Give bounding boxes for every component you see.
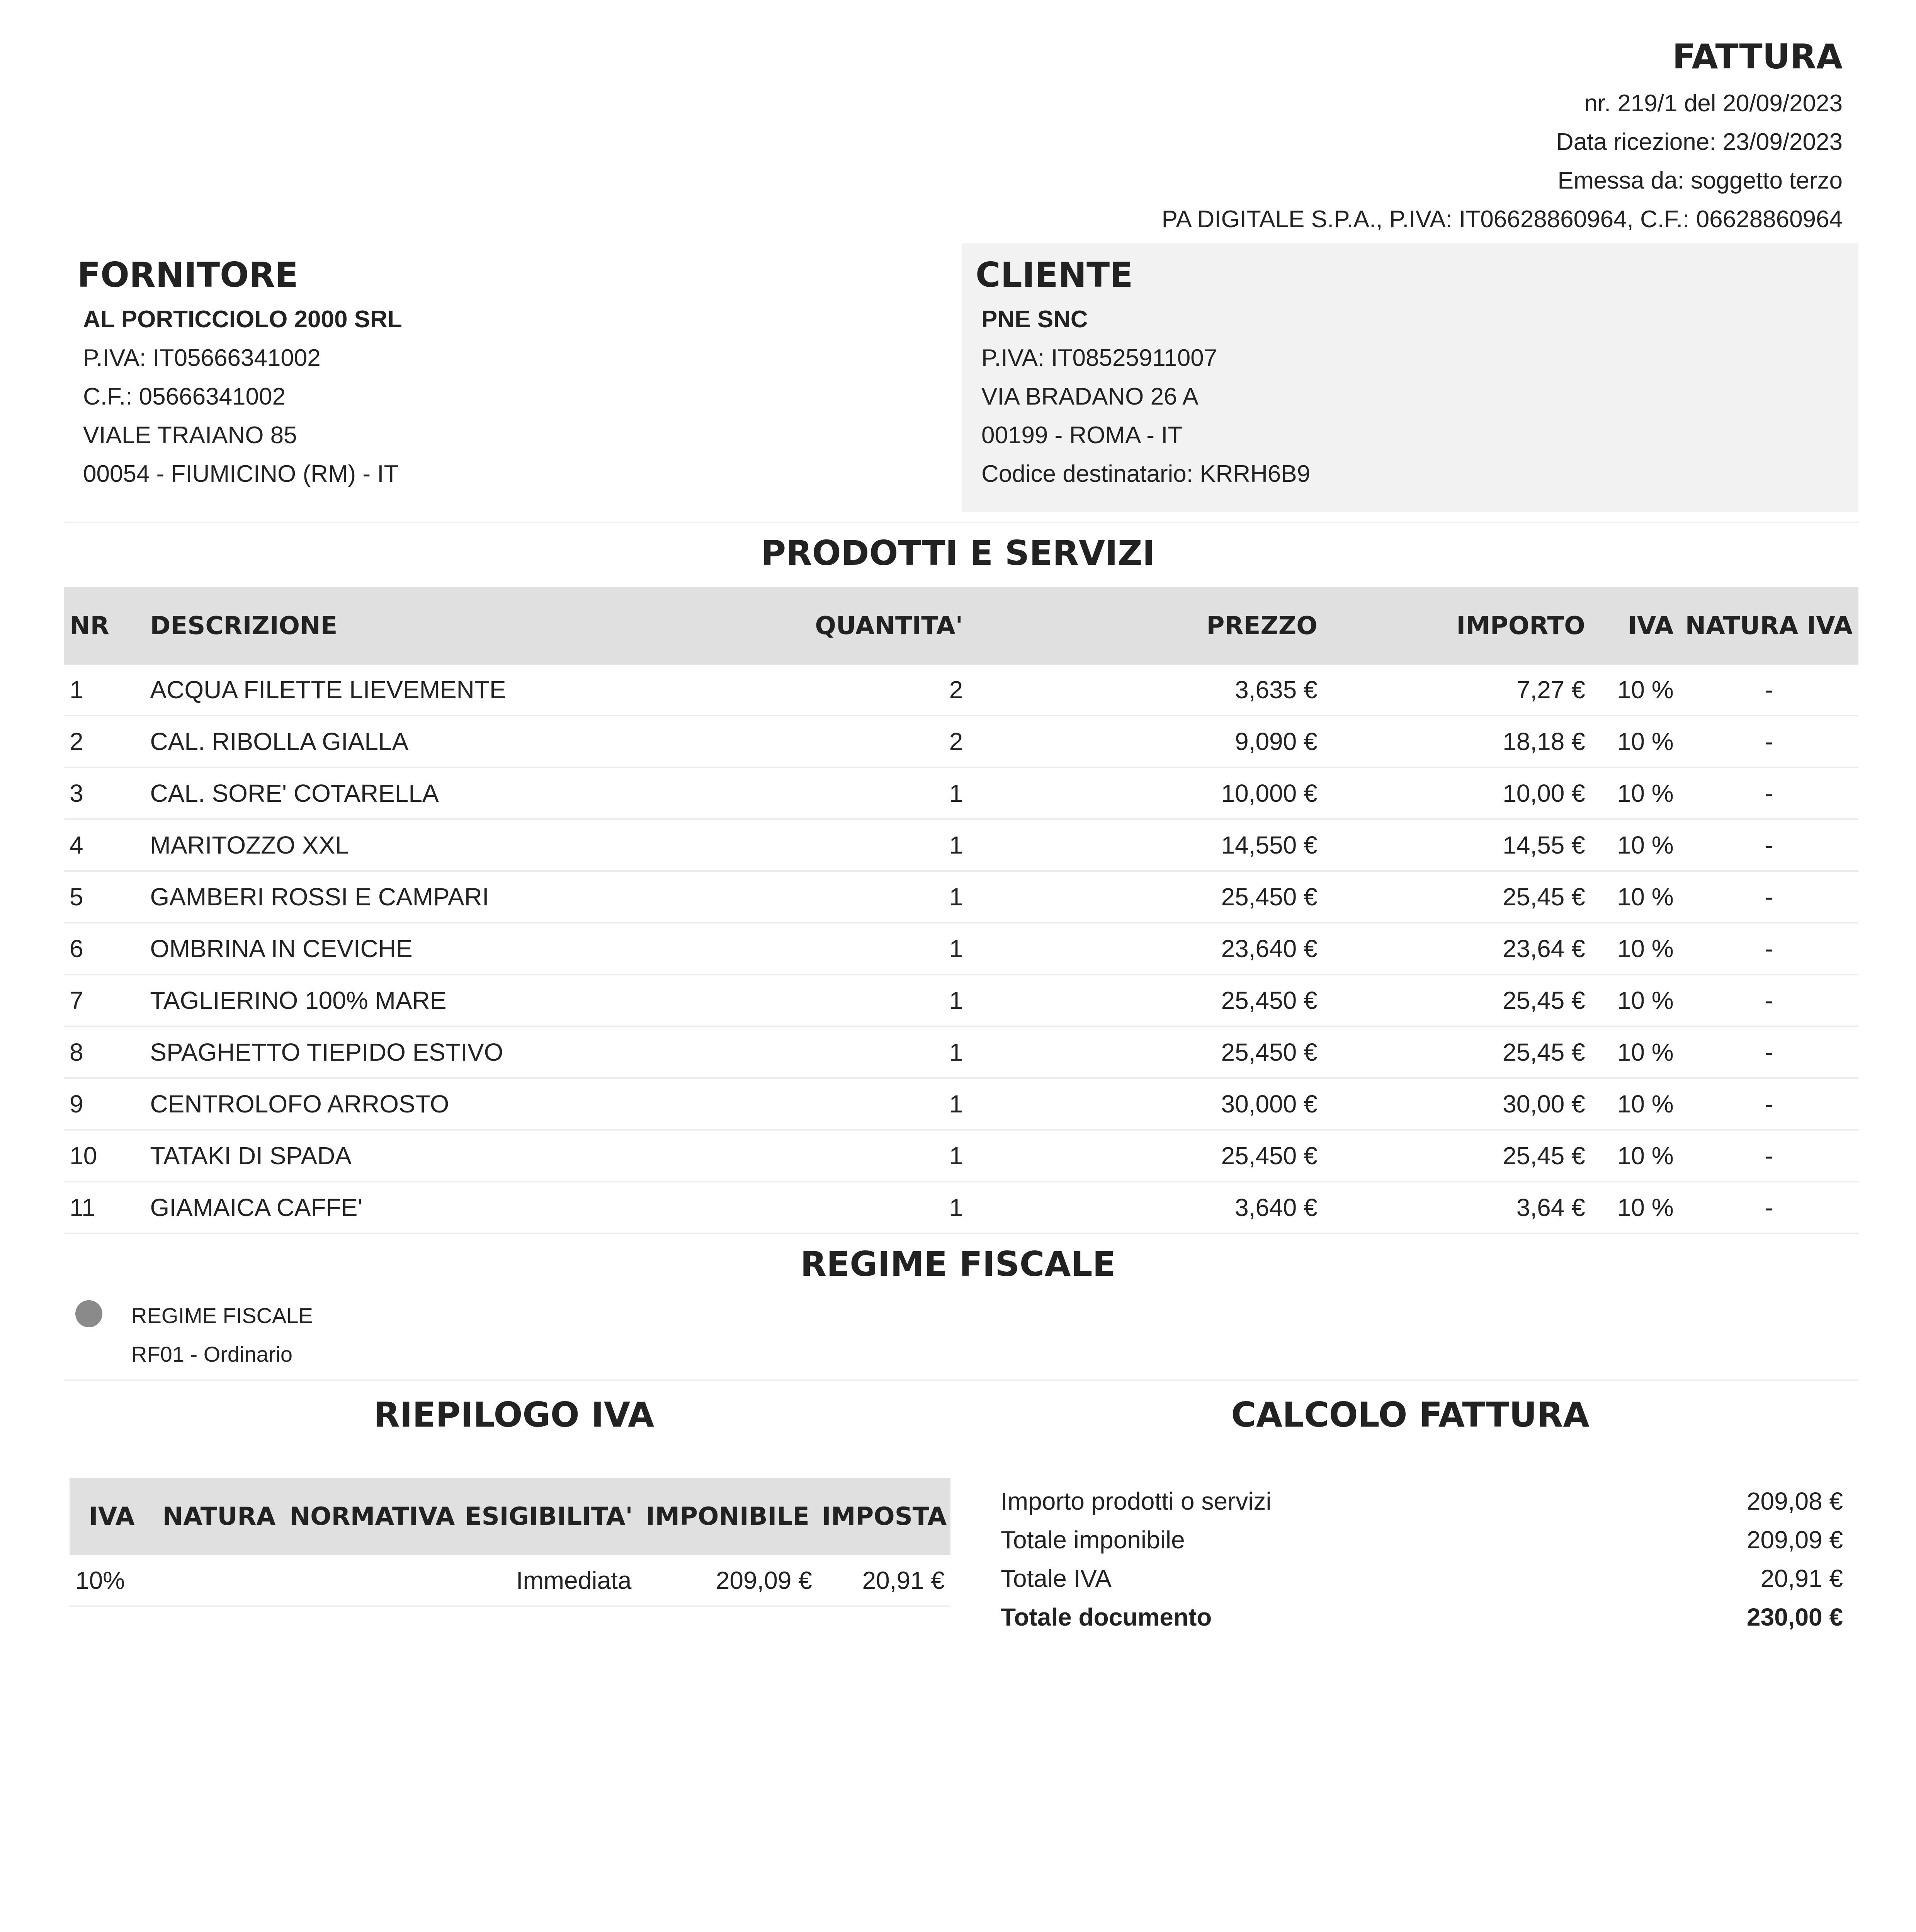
col-iva: IVA	[1591, 587, 1680, 665]
cell-importo: 18,18 €	[1323, 716, 1591, 767]
cell-quantita: 1	[791, 767, 969, 819]
cell-natura	[154, 1555, 284, 1606]
cell-importo: 3,64 €	[1323, 1182, 1591, 1233]
cell-descrizione: ACQUA FILETTE LIEVEMENTE	[144, 665, 791, 716]
col-esigibilita: ESIGIBILITA'	[460, 1478, 637, 1555]
cell-natura: -	[1680, 1078, 1858, 1130]
cell-prezzo: 23,640 €	[969, 923, 1323, 975]
client-name: PNE SNC	[981, 306, 1088, 333]
received-date: Data ricezione: 23/09/2023	[1556, 129, 1843, 155]
client-address: VIA BRADANO 26 A	[981, 383, 1199, 410]
riepilogo-header-row	[70, 1478, 950, 1555]
calc-row	[1001, 1520, 1843, 1559]
cell-prezzo: 9,090 €	[969, 716, 1323, 767]
client-box	[962, 243, 1858, 512]
cell-importo: 14,55 €	[1323, 819, 1591, 871]
cell-nr: 8	[64, 1026, 144, 1078]
table-row	[64, 716, 1858, 767]
cell-nr: 2	[64, 716, 144, 767]
regime-label: REGIME FISCALE	[131, 1303, 313, 1328]
cell-iva: 10 %	[1591, 871, 1680, 923]
cell-nr: 4	[64, 819, 144, 871]
riepilogo-body	[70, 1555, 950, 1606]
calc-label: Totale IVA	[1001, 1565, 1112, 1592]
cell-iva: 10 %	[1591, 1026, 1680, 1078]
cell-importo: 10,00 €	[1323, 767, 1591, 819]
regime-value: RF01 - Ordinario	[131, 1342, 293, 1366]
cell-importo: 25,45 €	[1323, 975, 1591, 1026]
cell-nr: 9	[64, 1078, 144, 1130]
calc-value: 209,09 €	[1746, 1526, 1843, 1554]
calcolo-block	[1001, 1482, 1843, 1636]
cell-descrizione: OMBRINA IN CEVICHE	[144, 923, 791, 975]
cell-iva: 10 %	[1591, 923, 1680, 975]
invoice-header	[1162, 37, 1843, 239]
cell-importo: 7,27 €	[1323, 665, 1591, 716]
cell-iva: 10 %	[1591, 975, 1680, 1026]
cell-natura: -	[1680, 923, 1858, 975]
cell-descrizione: SPAGHETTO TIEPIDO ESTIVO	[144, 1026, 791, 1078]
table-row	[64, 923, 1858, 975]
client-code: Codice destinatario: KRRH6B9	[981, 461, 1311, 487]
products-title: PRODOTTI E SERVIZI	[761, 533, 1155, 573]
cell-prezzo: 3,635 €	[969, 665, 1323, 716]
col-natura: NATURA	[154, 1478, 284, 1555]
issuer-details: PA DIGITALE S.P.A., P.IVA: IT06628860964, C.F.: 06628860964	[1161, 206, 1843, 233]
cell-natura: -	[1680, 1130, 1858, 1182]
calc-row	[1001, 1598, 1843, 1636]
cell-prezzo: 25,450 €	[969, 975, 1323, 1026]
issued-by: Emessa da: soggetto terzo	[1557, 167, 1843, 194]
divider	[64, 522, 1858, 523]
cell-quantita: 1	[791, 1026, 969, 1078]
col-normativa: NORMATIVA	[284, 1478, 460, 1555]
cell-iva: 10 %	[1591, 1130, 1680, 1182]
cell-nr: 6	[64, 923, 144, 975]
cell-natura: -	[1680, 716, 1858, 767]
cell-prezzo: 10,000 €	[969, 767, 1323, 819]
col-descrizione: DESCRIZIONE	[144, 587, 791, 665]
cell-prezzo: 3,640 €	[969, 1182, 1323, 1233]
client-piva: P.IVA: IT08525911007	[981, 345, 1217, 371]
cell-descrizione: TAGLIERINO 100% MARE	[144, 975, 791, 1026]
cell-quantita: 1	[791, 1130, 969, 1182]
cell-nr: 3	[64, 767, 144, 819]
calcolo-title: CALCOLO FATTURA	[1231, 1395, 1590, 1435]
calc-value: 209,08 €	[1746, 1487, 1843, 1515]
col-natura: NATURA IVA	[1680, 587, 1858, 665]
client-heading: CLIENTE	[976, 255, 1133, 295]
calc-label: Totale documento	[1001, 1603, 1212, 1631]
invoice-number: nr. 219/1 del 20/09/2023	[1584, 90, 1843, 117]
calc-value: 20,91 €	[1760, 1565, 1843, 1592]
cell-normativa	[284, 1555, 460, 1606]
divider	[64, 1379, 1858, 1381]
riepilogo-title: RIEPILOGO IVA	[373, 1395, 655, 1435]
cell-descrizione: CAL. SORE' COTARELLA	[144, 767, 791, 819]
cell-importo: 25,45 €	[1323, 871, 1591, 923]
col-nr: NR	[64, 587, 144, 665]
cell-prezzo: 25,450 €	[969, 1026, 1323, 1078]
cell-nr: 7	[64, 975, 144, 1026]
table-row	[64, 665, 1858, 716]
table-row	[64, 1026, 1858, 1078]
cell-nr: 1	[64, 665, 144, 716]
cell-natura: -	[1680, 975, 1858, 1026]
bullet-icon	[75, 1300, 102, 1327]
cell-natura: -	[1680, 767, 1858, 819]
cell-imposta: 20,91 €	[818, 1555, 950, 1606]
col-importo: IMPORTO	[1323, 587, 1591, 665]
cell-natura: -	[1680, 665, 1858, 716]
supplier-heading: FORNITORE	[77, 255, 298, 295]
table-row	[64, 975, 1858, 1026]
cell-descrizione: MARITOZZO XXL	[144, 819, 791, 871]
calc-row	[1001, 1559, 1843, 1598]
cell-prezzo: 30,000 €	[969, 1078, 1323, 1130]
cell-quantita: 1	[791, 1078, 969, 1130]
calc-label: Importo prodotti o servizi	[1001, 1487, 1272, 1515]
table-row	[64, 767, 1858, 819]
table-row	[64, 1078, 1858, 1130]
cell-nr: 5	[64, 871, 144, 923]
products-table	[64, 587, 1858, 1234]
cell-descrizione: CAL. RIBOLLA GIALLA	[144, 716, 791, 767]
col-prezzo: PREZZO	[969, 587, 1323, 665]
supplier-address: VIALE TRAIANO 85	[83, 422, 297, 449]
cell-quantita: 2	[791, 665, 969, 716]
cell-quantita: 2	[791, 716, 969, 767]
calc-label: Totale imponibile	[1001, 1526, 1185, 1554]
cell-nr: 10	[64, 1130, 144, 1182]
invoice-title: FATTURA	[1672, 37, 1843, 77]
cell-iva: 10 %	[1591, 1182, 1680, 1233]
cell-natura: -	[1680, 819, 1858, 871]
cell-esigibilita: Immediata	[460, 1555, 637, 1606]
cell-importo: 25,45 €	[1323, 1130, 1591, 1182]
calc-value: 230,00 €	[1746, 1603, 1843, 1631]
cell-iva: 10 %	[1591, 1078, 1680, 1130]
cell-natura: -	[1680, 1026, 1858, 1078]
table-row	[64, 819, 1858, 871]
calc-row	[1001, 1482, 1843, 1520]
supplier-name: AL PORTICCIOLO 2000 SRL	[83, 306, 402, 333]
cell-iva: 10 %	[1591, 716, 1680, 767]
cell-prezzo: 25,450 €	[969, 871, 1323, 923]
col-imposta: IMPOSTA	[818, 1478, 950, 1555]
col-iva: IVA	[70, 1478, 154, 1555]
products-body	[64, 665, 1858, 1233]
cell-iva: 10 %	[1591, 665, 1680, 716]
client-city: 00199 - ROMA - IT	[981, 422, 1183, 449]
supplier-cf: C.F.: 05666341002	[83, 383, 286, 410]
supplier-piva: P.IVA: IT05666341002	[83, 345, 321, 371]
cell-natura: -	[1680, 1182, 1858, 1233]
col-quantita: QUANTITA'	[791, 587, 969, 665]
table-row	[64, 871, 1858, 923]
cell-prezzo: 14,550 €	[969, 819, 1323, 871]
cell-iva: 10%	[70, 1555, 154, 1606]
cell-prezzo: 25,450 €	[969, 1130, 1323, 1182]
riepilogo-table	[70, 1478, 950, 1607]
cell-quantita: 1	[791, 1182, 969, 1233]
table-row	[64, 1182, 1858, 1233]
cell-quantita: 1	[791, 975, 969, 1026]
cell-descrizione: TATAKI DI SPADA	[144, 1130, 791, 1182]
table-row	[64, 1130, 1858, 1182]
supplier-city: 00054 - FIUMICINO (RM) - IT	[83, 461, 399, 487]
table-row	[70, 1555, 950, 1606]
cell-descrizione: CENTROLOFO ARROSTO	[144, 1078, 791, 1130]
cell-quantita: 1	[791, 819, 969, 871]
cell-imponibile: 209,09 €	[637, 1555, 818, 1606]
cell-quantita: 1	[791, 871, 969, 923]
cell-importo: 30,00 €	[1323, 1078, 1591, 1130]
cell-nr: 11	[64, 1182, 144, 1233]
cell-descrizione: GAMBERI ROSSI E CAMPARI	[144, 871, 791, 923]
supplier-box	[64, 243, 952, 512]
regime-title: REGIME FISCALE	[800, 1244, 1116, 1284]
cell-importo: 25,45 €	[1323, 1026, 1591, 1078]
cell-natura: -	[1680, 871, 1858, 923]
cell-quantita: 1	[791, 923, 969, 975]
col-imponibile: IMPONIBILE	[637, 1478, 818, 1555]
cell-importo: 23,64 €	[1323, 923, 1591, 975]
cell-descrizione: GIAMAICA CAFFE'	[144, 1182, 791, 1233]
cell-iva: 10 %	[1591, 819, 1680, 871]
cell-iva: 10 %	[1591, 767, 1680, 819]
products-header-row	[64, 587, 1858, 665]
